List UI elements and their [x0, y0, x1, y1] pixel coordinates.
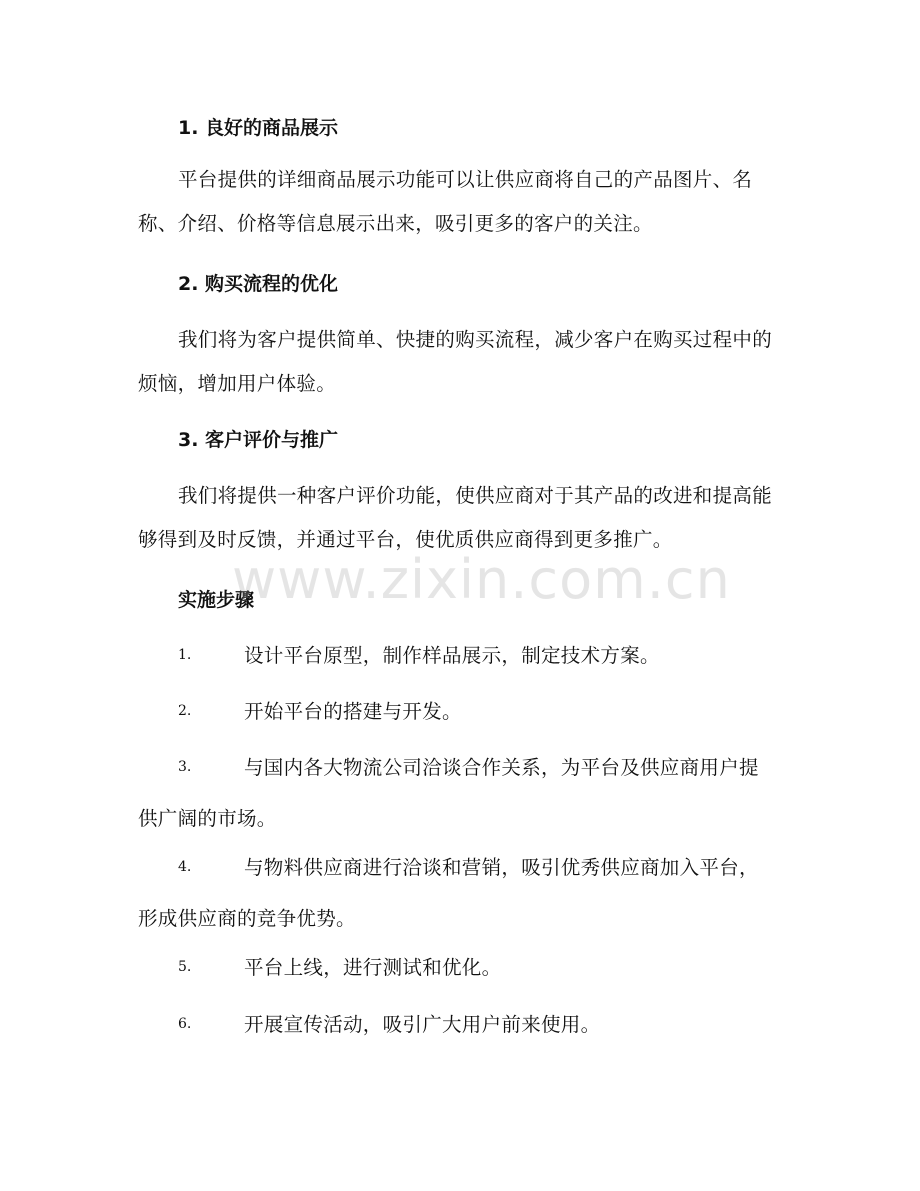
section-body-1 — [138, 158, 778, 246]
step-text — [138, 686, 778, 737]
step-number: 6. — [178, 1016, 192, 1032]
step-text-content: 与物料供应商进行洽谈和营销，吸引优秀供应商加入平台，形成供应商的竞争优势。 — [138, 856, 759, 930]
watermark: www.zixin.com.cn — [232, 548, 731, 611]
section-heading-3: 3. 客户评价与推广 — [178, 429, 339, 451]
step-text — [138, 842, 778, 944]
step-text-content: 开展宣传活动，吸引广大用户前来使用。 — [244, 1013, 601, 1036]
step-text — [138, 999, 778, 1050]
section-body-2 — [138, 318, 778, 406]
step-text — [138, 942, 778, 993]
step-text-content: 开始平台的搭建与开发。 — [244, 700, 462, 723]
section-body-2-text: 我们将为客户提供简单、快捷的购买流程，减少客户在购买过程中的烦恼，增加用户体验。 — [138, 328, 773, 395]
step-text — [138, 630, 778, 681]
step-text-content: 平台上线，进行测试和优化。 — [244, 956, 502, 979]
section-body-3-text: 我们将提供一种客户评价功能，使供应商对于其产品的改进和提高能够得到及时反馈，并通过平台，使优质供应商得到更多推广。 — [138, 484, 773, 551]
step-text-content: 与国内各大物流公司洽谈合作关系，为平台及供应商用户提供广阔的市场。 — [138, 756, 759, 830]
step-text — [138, 742, 778, 844]
steps-heading: 实施步骤 — [178, 589, 255, 611]
step-number: 3. — [178, 759, 192, 775]
step-number: 2. — [178, 703, 192, 719]
step-text-content: 设计平台原型，制作样品展示，制定技术方案。 — [244, 644, 660, 667]
section-heading-2: 2. 购买流程的优化 — [178, 273, 339, 295]
section-body-1-text: 平台提供的详细商品展示功能可以让供应商将自己的产品图片、名称、介绍、价格等信息展示出来，吸引更多的客户的关注。 — [138, 168, 753, 235]
step-number: 1. — [178, 647, 192, 663]
step-number: 4. — [178, 859, 192, 875]
step-number: 5. — [178, 959, 192, 975]
section-heading-1: 1. 良好的商品展示 — [178, 117, 339, 139]
